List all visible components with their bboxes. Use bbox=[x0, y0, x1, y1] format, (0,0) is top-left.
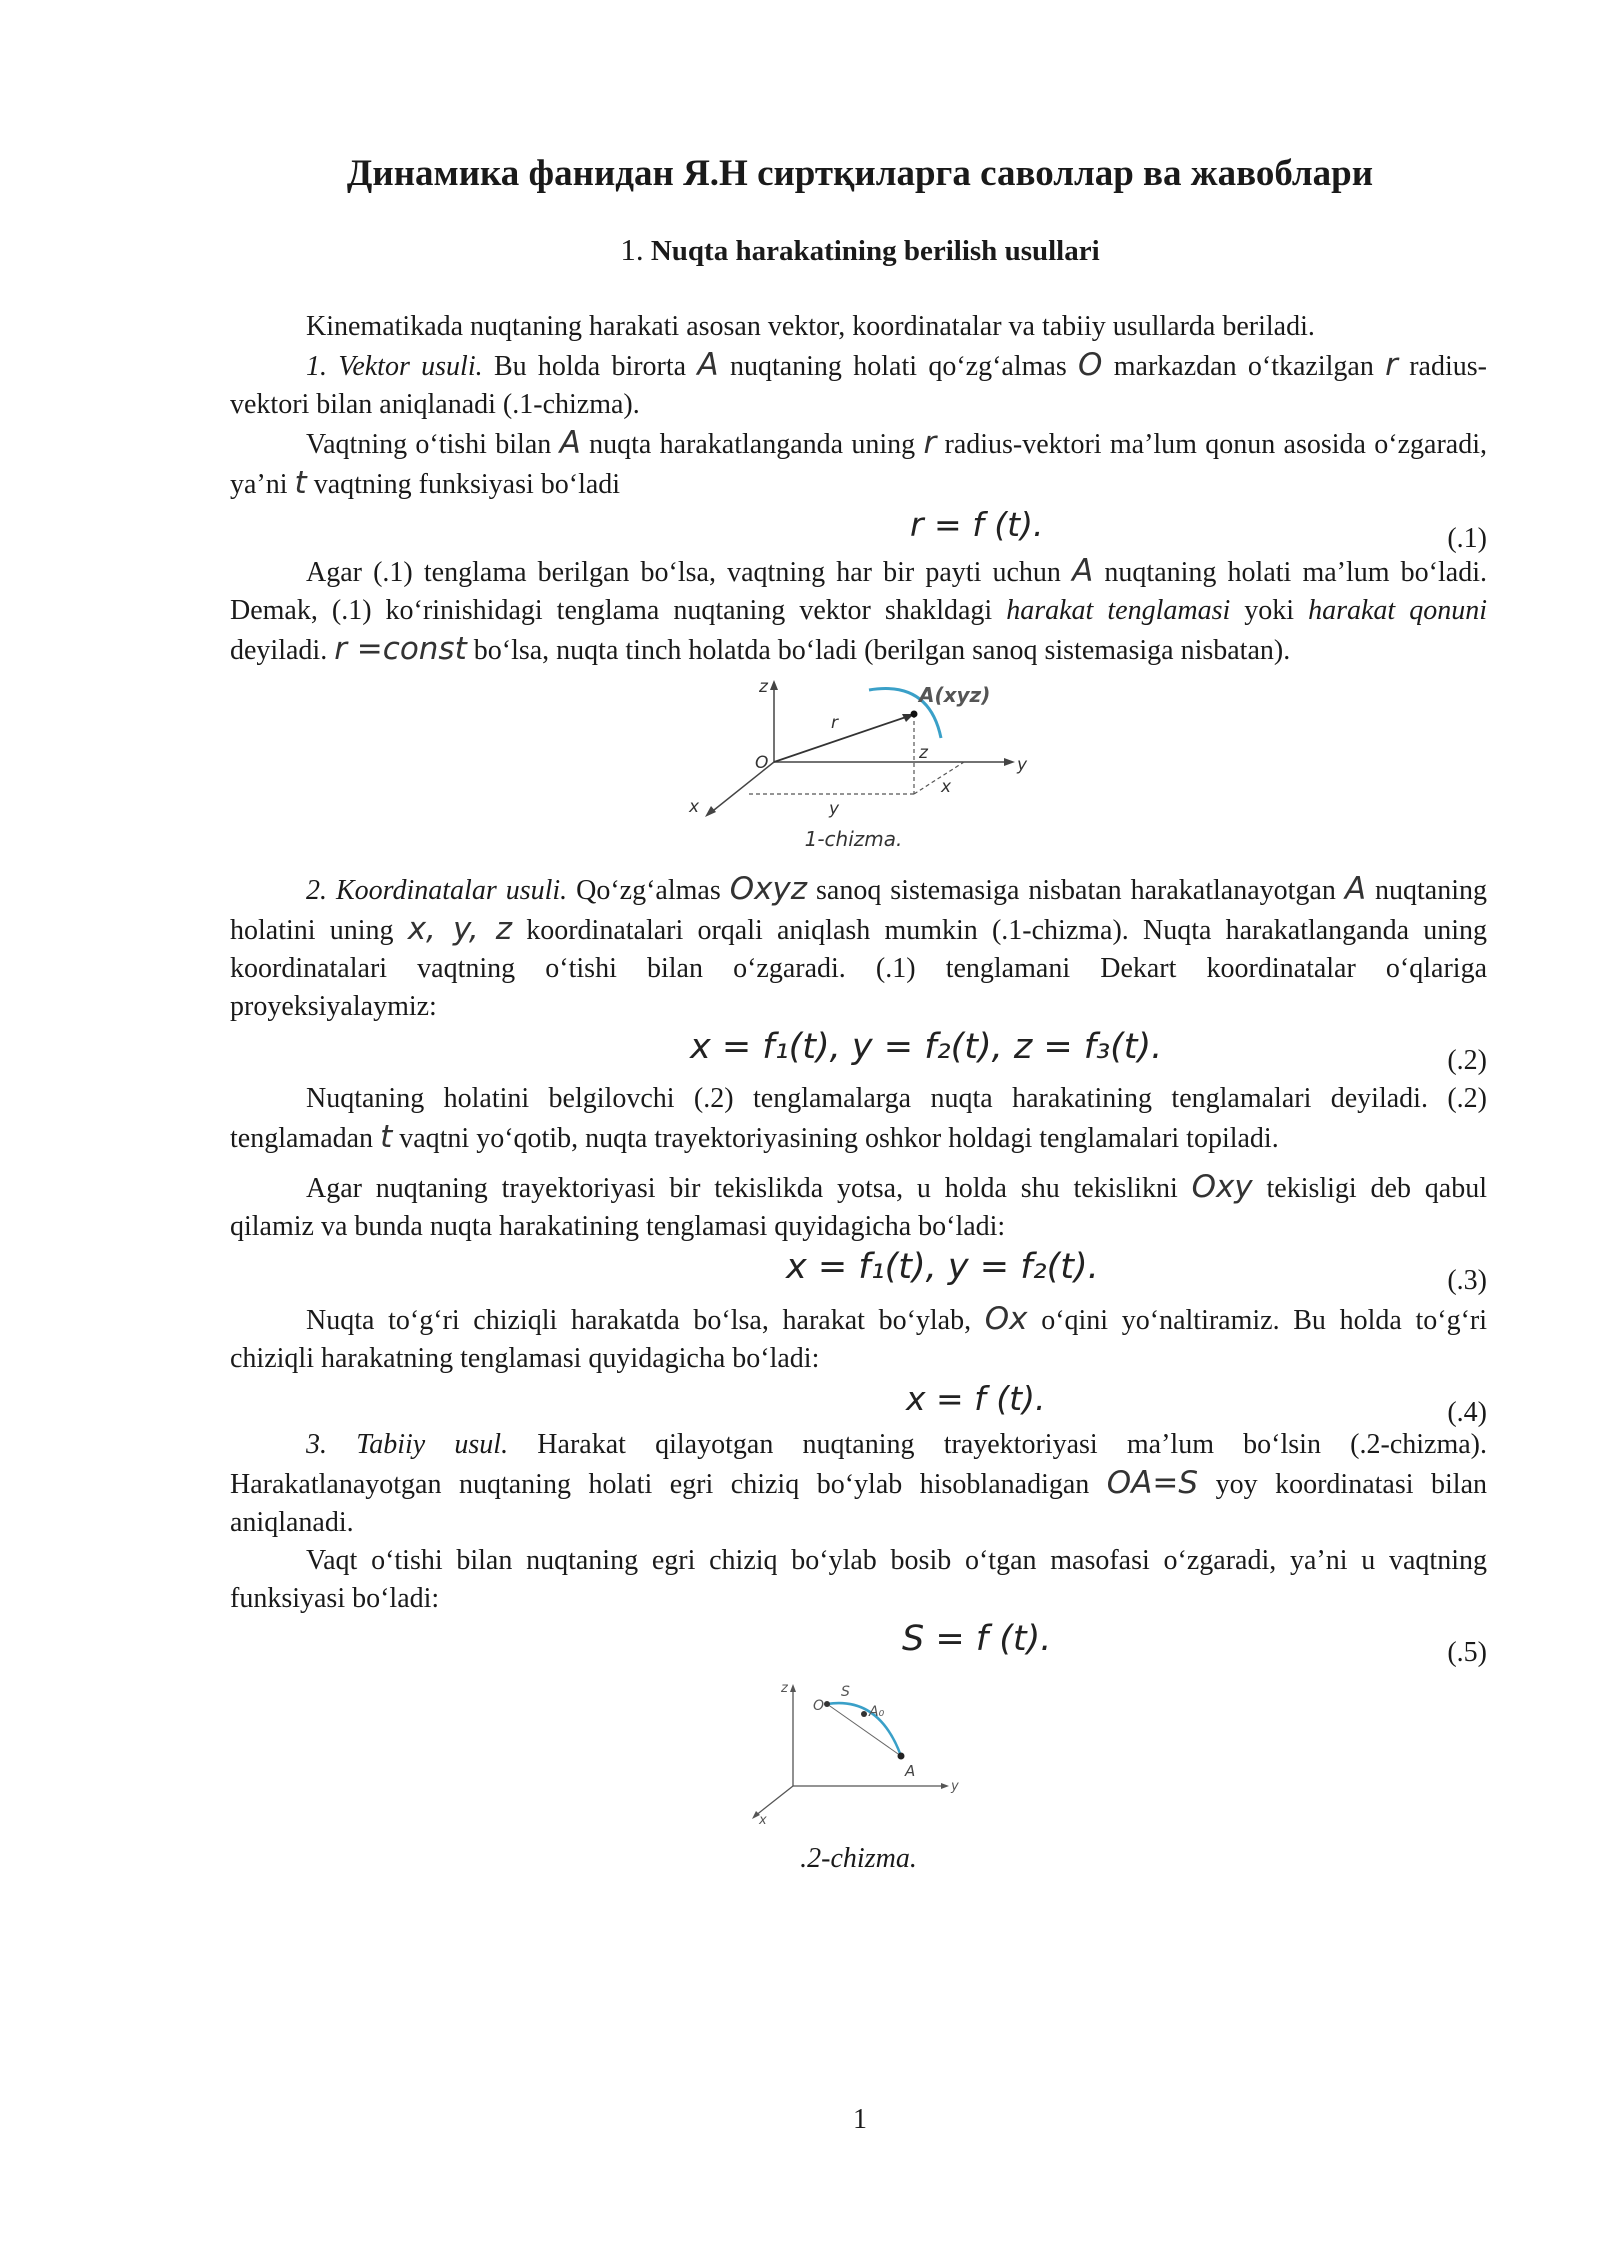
text: o‘qini yo‘naltiramiz. Bu holda to‘g‘ri chiziqli harakatning tenglamasi quyidagicha bo‘ladi: bbox=[230, 1305, 1488, 1374]
label-y: y bbox=[1016, 755, 1027, 775]
equation-4: x = f (t). bbox=[906, 1379, 1046, 1418]
equation-row-4 bbox=[230, 1379, 1487, 1428]
paragraph-equations-of-motion bbox=[230, 1080, 1487, 1158]
text: deyiladi. bbox=[230, 635, 335, 666]
math-A: A bbox=[1344, 871, 1367, 907]
method-label: 2. Koordinatalar usuli. bbox=[306, 875, 568, 906]
text: Agar nuqtaning trayektoriyasi bir tekislikda yotsa, u holda shu tekislikni bbox=[306, 1173, 1192, 1204]
equation-row-2 bbox=[230, 1028, 1487, 1078]
term-motion-equation: harakat tenglamasi bbox=[1006, 595, 1231, 626]
equation-1: r = f (t). bbox=[910, 505, 1044, 544]
text: yoki bbox=[1230, 595, 1309, 626]
math-Oxy: Oxy bbox=[1191, 1169, 1253, 1205]
text: Nuqta to‘g‘ri chiziqli harakatda bo‘lsa, harakat bo‘ylab, bbox=[306, 1305, 985, 1336]
text: bo‘lsa, nuqta tinch holatda bo‘ladi (berilgan sanoq sistemasiga nisbatan). bbox=[466, 635, 1291, 666]
equation-3: x = f₁(t), y = f₂(t). bbox=[786, 1247, 1099, 1287]
x-axis-arrow-icon bbox=[705, 806, 716, 817]
text: nuqta harakatlanganda uning bbox=[580, 429, 924, 460]
equation-number-1: (.1) bbox=[1447, 523, 1487, 554]
label-x: x bbox=[758, 1813, 767, 1826]
point-A bbox=[910, 711, 917, 718]
figure-1-caption: 1-chizma. bbox=[804, 827, 903, 851]
paragraph-intro: Kinematikada nuqtaning harakati asosan vektor, koordinatalar va tabiiy usullarda beriladi. bbox=[306, 311, 1315, 342]
figure-1 bbox=[230, 678, 1487, 858]
method-label: 1. Vektor usuli. bbox=[306, 351, 483, 382]
label-r: r bbox=[830, 713, 838, 733]
text: radius-vektori bilan aniqlanadi (.1-chizma). bbox=[230, 351, 1487, 420]
page-number: 1 bbox=[853, 2104, 867, 2135]
y-axis-arrow-icon bbox=[941, 1783, 949, 1789]
arc-coordinate-diagram bbox=[729, 1676, 989, 1826]
math-A: A bbox=[1072, 553, 1094, 589]
math-t: t bbox=[294, 465, 307, 501]
text: Nuqtaning holatini belgilovchi (.2) tenglamalarga nuqta harakatining tenglamalari deyiladi. (.2) tenglamadan bbox=[230, 1083, 1487, 1154]
section-heading bbox=[0, 232, 1600, 268]
math-A: A bbox=[559, 425, 581, 461]
label-y: y bbox=[950, 1779, 959, 1794]
text: nuqtaning holatini uning bbox=[230, 875, 1487, 946]
math-A: A bbox=[697, 347, 719, 383]
text: vaqtning funksiyasi bo‘ladi bbox=[306, 469, 621, 500]
label-O: O bbox=[812, 1698, 824, 1714]
text: Qo‘zg‘almas bbox=[567, 875, 730, 906]
section-number: 1. bbox=[620, 232, 644, 267]
label-x-projection: x bbox=[940, 777, 951, 797]
label-z: z bbox=[780, 1681, 788, 1696]
text: markazdan o‘tkazilgan bbox=[1102, 351, 1386, 382]
coordinate-system-diagram bbox=[679, 678, 1039, 818]
paragraph-natural-method bbox=[230, 1426, 1487, 1542]
section-title: Nuqta harakatining berilish usullari bbox=[650, 235, 1100, 267]
z-axis-arrow-icon bbox=[770, 680, 778, 690]
math-r: r bbox=[1385, 347, 1398, 383]
math-t: t bbox=[380, 1119, 393, 1155]
text: nuqtaning holati ma’lum bo‘ladi. Demak, (.1) ko‘rinishidagi tenglama nuqtaning vektor shakldagi bbox=[230, 557, 1487, 626]
paragraph-plane-motion bbox=[230, 1168, 1487, 1246]
radius-vector bbox=[774, 716, 909, 762]
point-A0 bbox=[861, 1711, 867, 1717]
figure-2 bbox=[230, 1676, 1487, 1878]
paragraph-distance-function: Vaqt o‘tishi bilan nuqtaning egri chiziq bo‘ylab bosib o‘tgan masofasi o‘zgaradi, ya’ni u vaqtning funksiyasi bo‘ladi: bbox=[230, 1545, 1487, 1614]
equation-number-4: (.4) bbox=[1447, 1397, 1487, 1428]
x-axis bbox=[755, 1786, 793, 1816]
equation-number-3: (.3) bbox=[1447, 1265, 1487, 1296]
term-motion-law: harakat qonuni bbox=[1308, 595, 1488, 626]
paragraph-linear-motion bbox=[230, 1300, 1487, 1378]
text: yoy koordinatasi bilan aniqlanadi. bbox=[230, 1469, 1488, 1538]
math-Oxyz: Oxyz bbox=[729, 871, 808, 907]
label-x: x bbox=[688, 797, 699, 817]
text: Bu holda birorta bbox=[482, 351, 698, 382]
text: vaqtni yo‘qotib, nuqta trayektoriyasining oshkor holdagi tenglamalari topiladi. bbox=[392, 1123, 1279, 1154]
math-r-const: r =const bbox=[334, 631, 467, 667]
point-A bbox=[897, 1753, 904, 1760]
label-z: z bbox=[758, 678, 768, 697]
label-y-projection: y bbox=[828, 799, 839, 818]
label-S: S bbox=[840, 1684, 850, 1700]
equation-row-1 bbox=[230, 505, 1487, 554]
equation-2: x = f₁(t), y = f₂(t), z = f₃(t). bbox=[690, 1027, 1163, 1067]
label-A: A bbox=[904, 1762, 915, 1780]
text: Vaqtning o‘tishi bilan bbox=[306, 429, 560, 460]
equation-number-2: (.2) bbox=[1447, 1045, 1487, 1076]
equation-row-5 bbox=[230, 1620, 1487, 1670]
paragraph-coordinate-method bbox=[230, 870, 1487, 1026]
text: koordinatalari orqali aniqlash mumkin (.1-chizma). Nuqta harakatlanganda uning koordinatalari vaqtning o‘tishi bilan o‘zgaradi. (.1) tenglamani Dekart koordinatalar o‘qlariga proyeksiyalaymiz: bbox=[230, 915, 1487, 1022]
equation-5: S = f (t). bbox=[902, 1619, 1052, 1659]
projection-line-x bbox=[914, 762, 964, 794]
document-body bbox=[230, 308, 1487, 1878]
label-point-A: A(xyz) bbox=[918, 683, 990, 707]
text: nuqtaning holati qo‘zg‘almas bbox=[718, 351, 1079, 382]
text: tekisligi deb qabul qilamiz va bunda nuqta harakatining tenglamasi quyidagicha bo‘ladi: bbox=[230, 1173, 1487, 1242]
label-z-projection: z bbox=[918, 743, 928, 763]
math-OA-S: OA=S bbox=[1106, 1465, 1199, 1501]
math-O: O bbox=[1078, 347, 1103, 383]
equation-row-3 bbox=[230, 1248, 1487, 1298]
label-A0: A₀ bbox=[868, 1704, 884, 1720]
point-O bbox=[824, 1701, 830, 1707]
z-axis-arrow-icon bbox=[790, 1684, 796, 1692]
math-r: r bbox=[923, 425, 937, 461]
math-Ox: Ox bbox=[984, 1301, 1028, 1337]
label-O: O bbox=[754, 753, 768, 773]
equation-number-5: (.5) bbox=[1447, 1637, 1487, 1668]
text: radius-vektori ma’lum qonun asosida o‘zgaradi, ya’ni bbox=[230, 429, 1487, 500]
document-title: Динамика фанидан Я.Н сиртқиларга саволлар ва жавоблари bbox=[346, 153, 1374, 194]
text: sanoq sistemasiga nisbatan harakatlanayotgan bbox=[807, 875, 1345, 906]
text: Harakat qilayotgan nuqtaning trayektoriyasi ma’lum bo‘lsin (.2-chizma). Harakatlanayotgan nuqtaning holati egri chiziq bo‘ylab hisoblanadigan bbox=[230, 1429, 1487, 1500]
math-xyz: x, y, z bbox=[407, 911, 513, 947]
y-axis-arrow-icon bbox=[1004, 758, 1015, 766]
paragraph-time-function bbox=[230, 424, 1487, 504]
figure-2-caption: .2-chizma. bbox=[800, 1843, 917, 1874]
paragraph-motion-law bbox=[230, 552, 1487, 670]
text: Agar (.1) tenglama berilgan bo‘lsa, vaqtning har bir payti uchun bbox=[306, 557, 1073, 588]
method-label: 3. Tabiiy usul. bbox=[306, 1429, 509, 1460]
paragraph-vector-method bbox=[230, 346, 1487, 424]
